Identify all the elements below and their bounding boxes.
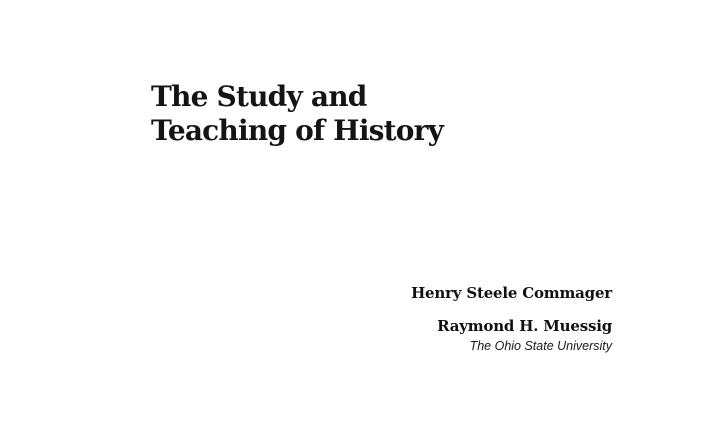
author-affiliation: The Ohio State University bbox=[469, 339, 612, 353]
author-name-muessig: Raymond H. Muessig bbox=[437, 317, 612, 335]
author-block bbox=[252, 282, 612, 355]
book-title bbox=[151, 80, 551, 148]
title-line-1: The Study and bbox=[151, 80, 367, 113]
title-line-2: Teaching of History bbox=[151, 114, 444, 147]
author-name-commager: Henry Steele Commager bbox=[411, 284, 612, 302]
